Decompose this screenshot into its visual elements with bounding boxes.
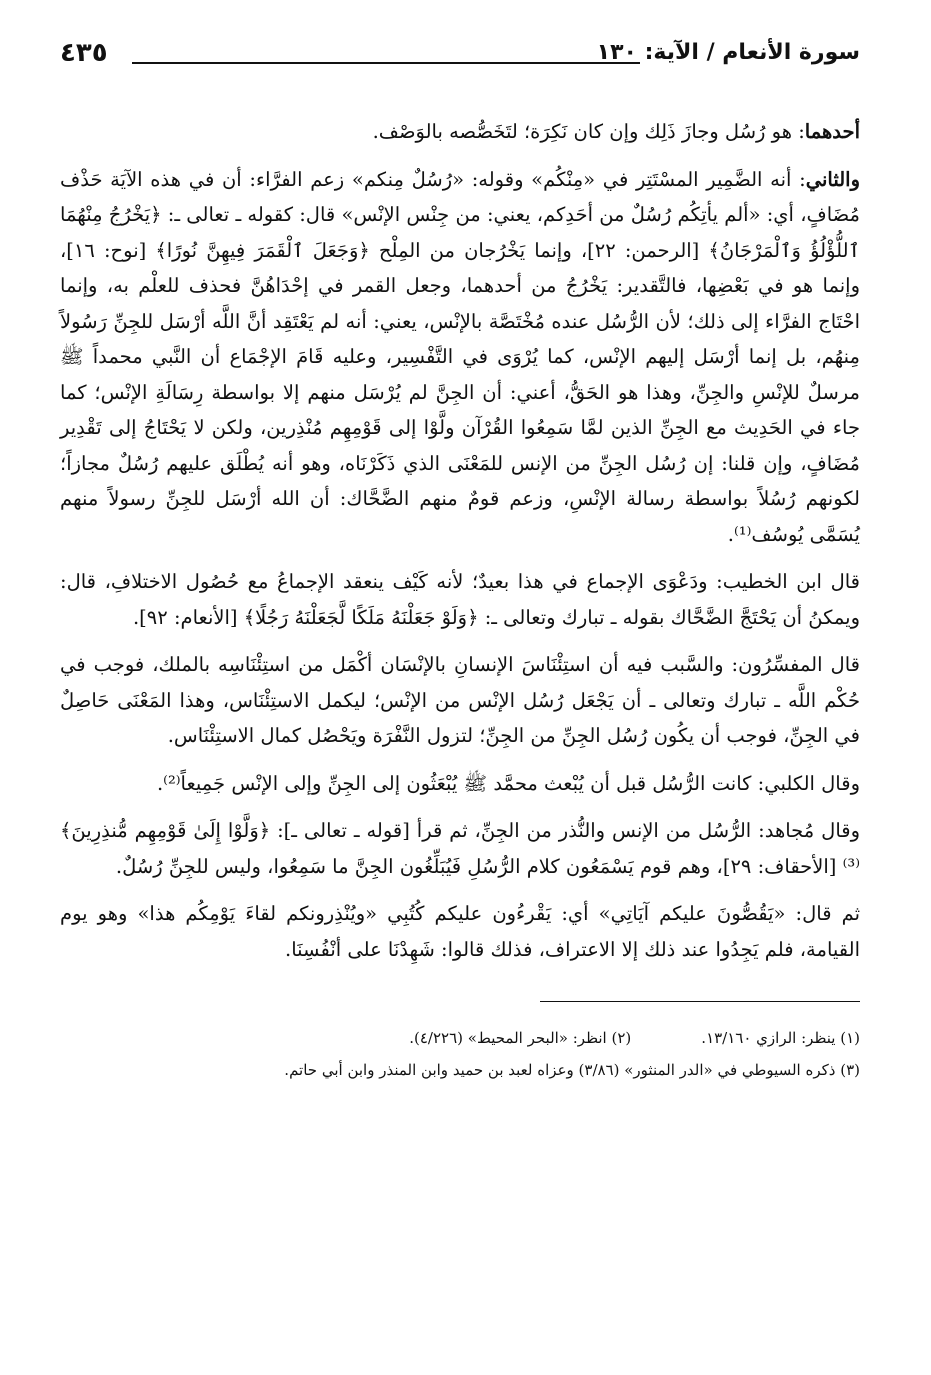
paragraph-text: : أنه الضَّمِير المسْتَتِر في «مِنْكُم» وقوله: «رُسُلٌ مِنكم» زعم الفرَّاء: أن في هذه الآيَة حَذْف مُضَافٍ، أي: «ألم يأتِكُم رُسُلٌ من أحَدِكم، يعني: من جِنْس الإنْس» قال: كقوله ـ تعالى ـ: ﴿يَخْرُجُ مِنْهُمَا ٱللُّؤْلُؤُ وَٱلْمَرْجَانُ﴾ [الرحمن: ٢٢]، وإنما يَخْرُجان من المِلْح ﴿وَجَعَلَ ٱلْقَمَرَ فِيهِنَّ نُورًا﴾ [نوح: ١٦]، وإنما هو في بَعْضِها، فالتَّقدير: يَخْرُجُ من أحدهما، وجعل القمر في إحْدَاهُنَّ فحذف للعلْم به، وإنما احْتَاج الفرَّاء إلى ذلك؛ لأن الرُّسُل عنده مُخْتَصَّة بالإنْس، يعني: أنه لم يَعْتَقِد أنَّ اللَّه أرْسَل للجِنِّ رَسُولاً مِنهُم، بل إنما أرْسَل إليهم الإنْس، كما يُرْوَى في التَّفْسِير، وعليه قَامَ الإجْمَاع أن النَّبي محمداً ﷺ مرسلٌ للإنْسِ والجِنِّ، وهذا هو الحَقُّ، أعني: أن الجِنَّ لم يُرْسَل منهم إلا بواسطة رِسَالَةِ الإنْس؛ كما جاء في الحَدِيث مع الجِنِّ الذين لمَّا سَمِعُوا القُرْآن ولَّوْا إلى قَوْمِهِم مُنْذِرين، ولكن لا يَحْتَاجُ إلى تَقْدِير مُضَافٍ، وإن قلنا: إن رُسُل الجِنِّ من الإنس للمَعْنَى الذي ذَكَرْنَاه، وهو أنه يُطْلَق عليهم رُسُلٌ مجازاً؛ لكونهم رُسُلاً بواسطة رسالة الإنْسِ، وزعم قومٌ منهم الضَّحَّاك: أن الله أرْسَل للجِنِّ رسولاً منهم يُسَمَّى يُوسُف⁽¹⁾. <box>60 167 860 546</box>
running-header <box>60 30 860 76</box>
paragraph-text: قال المفسِّرُون: والسَّبب فيه أن استِئْنَاسَ الإنسانِ بالإنْسَان أكْمَل من استِئْنَاسِه بالملك، فوجب في حُكْم اللَّه ـ تبارك وتعالى ـ أن يَجْعَل رُسُل الإنْس من الإنْس؛ ليكمل الاستِئْنَاس، وهذا المَعْنَى حَاصِلٌ في الجِنِّ، فوجب أن يكُون رُسُل الجِنِّ من الجِنِّ؛ لتزول النَّفْرَة ويَحْصُل كمال الاستِئْنَاس. <box>60 653 860 747</box>
header-rule <box>132 62 640 64</box>
paragraph-lead: والثاني <box>805 167 860 191</box>
paragraph-text: ثم قال: «يَقُصُّونَ عليكم آيَاتِي» أي: يَقْرءُون عليكم كُتُبِي «ويُنْذِرونكم لقاءَ يَوْمِكُم هذا» وهو يوم القيامة، فلم يَجِدُوا عند ذلك إلا الاعتراف، فذلك قالوا: شَهِدْنَا على أنْفُسِنَا. <box>60 902 860 961</box>
paragraph-text: وقال الكلبي: كانت الرُّسُل قبل أن يُبْعث محمَّد ﷺ يُبْعَثُون إلى الجِنِّ وإلى الإنْس جَمِيعاً⁽²⁾. <box>156 771 860 795</box>
footnote-3: (٣) ذكره السيوطي في «الدر المنثور» (٣/٨٦) وعزاه لعبد بن حميد وابن المنذر وابن أبي حاتم. <box>284 1061 860 1079</box>
paragraph <box>60 766 860 802</box>
footnote-2: (٢) انظر: «البحر المحيط» (٤/٢٢٦). <box>409 1029 632 1047</box>
paragraph <box>60 564 860 635</box>
paragraph <box>60 896 860 967</box>
paragraph <box>60 813 860 884</box>
footnote-row <box>60 1022 860 1054</box>
paragraph <box>60 162 860 553</box>
main-text <box>60 114 860 967</box>
page <box>60 30 860 1086</box>
page-number: ٤٣٥ <box>60 38 108 68</box>
paragraph-text: : هو رُسُل وجازَ ذَلِك وإن كان نَكِرَة؛ لتَخَصُّصه بالوَصْف. <box>372 120 805 143</box>
footnotes <box>60 1022 860 1086</box>
paragraph-text: وقال مُجاهد: الرُّسُل من الإنس والنُّذر من الجِنِّ، ثم قرأ [قوله ـ تعالى ـ]: ﴿وَلَّوْا إِلَىٰ قَوْمِهِم مُّنذِرِينَ﴾⁽³⁾ [الأحقاف: ٢٩]، وهم قوم يَسْمَعُون كلام الرُّسُلِ فَيُبَلِّغُون الجِنَّ ما سَمِعُوا، وليس للجِنِّ رُسُلٌ. <box>60 819 860 878</box>
sura-verse-label: سورة الأنعام / الآية: ١٣٠ <box>596 40 860 65</box>
footnote-rule <box>540 1001 860 1002</box>
paragraph-lead: أحدهما <box>804 120 860 143</box>
footnote-1: (١) ينظر: الرازي ١٣/١٦٠. <box>701 1029 860 1047</box>
paragraph <box>60 114 860 150</box>
paragraph <box>60 647 860 754</box>
paragraph-text: قال ابن الخطيب: ودَعْوَى الإجماع في هذا بعيدٌ؛ لأنه كَيْف ينعقد الإجماعُ مع حُصُول الاختلافِ، قال: ويمكنُ أن يَحْتَجَّ الضَّحَّاك بقوله ـ تبارك وتعالى ـ: ﴿وَلَوْ جَعَلْنَهُ مَلَكًا لَّجَعَلْنَهُ رَجُلًا﴾ [الأنعام: ٩٢]. <box>60 570 860 629</box>
